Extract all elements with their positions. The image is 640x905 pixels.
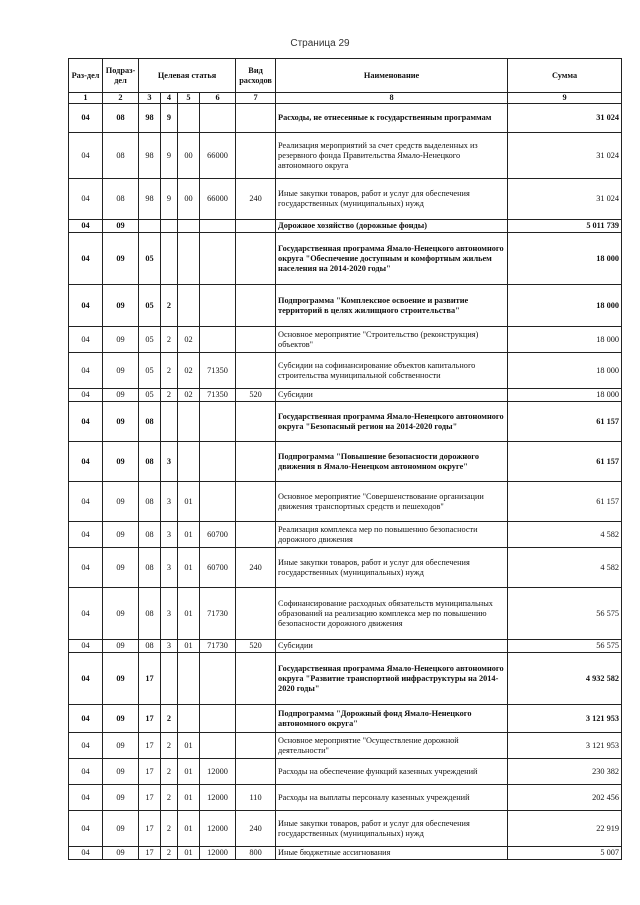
- cell-direction: [200, 733, 236, 759]
- column-number: 6: [200, 93, 236, 104]
- cell-program: 17: [139, 847, 161, 860]
- header-naimenovanie: Наименование: [276, 59, 508, 93]
- cell-direction: 12000: [200, 759, 236, 785]
- cell-event: [178, 705, 200, 733]
- cell-razdel: 04: [69, 179, 103, 220]
- header-vid-rashodov: Вид расходов: [236, 59, 276, 93]
- cell-event: 01: [178, 811, 200, 847]
- cell-naimenovanie: Субсидии: [276, 389, 508, 402]
- cell-razdel: 04: [69, 482, 103, 522]
- table-row: [69, 389, 622, 402]
- cell-razdel: 04: [69, 233, 103, 285]
- table-row: [69, 353, 622, 389]
- cell-event: 01: [178, 733, 200, 759]
- cell-vid-rashodov: 800: [236, 847, 276, 860]
- cell-program: 08: [139, 548, 161, 588]
- table-row: [69, 847, 622, 860]
- column-number: 8: [276, 93, 508, 104]
- cell-razdel: 04: [69, 104, 103, 133]
- cell-naimenovanie: Расходы, не отнесенные к государственным программам: [276, 104, 508, 133]
- cell-naimenovanie: Подпрограмма "Повышение безопасности дорожного движения в Ямало-Ненецком автономном округе": [276, 442, 508, 482]
- cell-razdel: 04: [69, 705, 103, 733]
- cell-vid-rashodov: 110: [236, 785, 276, 811]
- table-row: [69, 705, 622, 733]
- cell-program: 08: [139, 640, 161, 653]
- cell-subprogram: 2: [161, 705, 178, 733]
- cell-vid-rashodov: 520: [236, 640, 276, 653]
- cell-vid-rashodov: 240: [236, 179, 276, 220]
- cell-podrazdel: 09: [103, 327, 139, 353]
- budget-table: [68, 58, 622, 860]
- column-number: 9: [508, 93, 622, 104]
- cell-direction: [200, 104, 236, 133]
- cell-podrazdel: 09: [103, 353, 139, 389]
- cell-razdel: 04: [69, 522, 103, 548]
- cell-subprogram: 9: [161, 133, 178, 179]
- cell-summa: 22 919: [508, 811, 622, 847]
- cell-vid-rashodov: [236, 482, 276, 522]
- cell-razdel: 04: [69, 327, 103, 353]
- cell-direction: 60700: [200, 522, 236, 548]
- cell-naimenovanie: Софинансирование расходных обязательств муниципальных образований на реализацию комплекса мер по повышению безопасности дорожного движения: [276, 588, 508, 640]
- cell-summa: 5 011 739: [508, 220, 622, 233]
- cell-podrazdel: 09: [103, 811, 139, 847]
- cell-event: [178, 285, 200, 327]
- cell-program: 17: [139, 785, 161, 811]
- cell-subprogram: 2: [161, 285, 178, 327]
- cell-vid-rashodov: [236, 327, 276, 353]
- cell-event: 01: [178, 640, 200, 653]
- cell-subprogram: 2: [161, 353, 178, 389]
- cell-direction: [200, 285, 236, 327]
- column-number: 2: [103, 93, 139, 104]
- cell-podrazdel: 09: [103, 588, 139, 640]
- cell-podrazdel: 09: [103, 233, 139, 285]
- cell-program: 08: [139, 522, 161, 548]
- cell-event: [178, 220, 200, 233]
- cell-naimenovanie: Расходы на выплаты персоналу казенных учреждений: [276, 785, 508, 811]
- cell-summa: 4 582: [508, 522, 622, 548]
- table-row: [69, 785, 622, 811]
- cell-program: 05: [139, 233, 161, 285]
- cell-event: 00: [178, 133, 200, 179]
- cell-program: 08: [139, 588, 161, 640]
- cell-vid-rashodov: [236, 653, 276, 705]
- cell-podrazdel: 09: [103, 847, 139, 860]
- cell-program: 05: [139, 389, 161, 402]
- table-row: [69, 402, 622, 442]
- cell-razdel: 04: [69, 733, 103, 759]
- cell-program: 17: [139, 733, 161, 759]
- cell-subprogram: 3: [161, 482, 178, 522]
- cell-podrazdel: 09: [103, 548, 139, 588]
- table-row: [69, 653, 622, 705]
- cell-subprogram: [161, 233, 178, 285]
- cell-summa: 3 121 953: [508, 733, 622, 759]
- cell-naimenovanie: Дорожное хозяйство (дорожные фонды): [276, 220, 508, 233]
- cell-direction: [200, 220, 236, 233]
- cell-direction: 66000: [200, 179, 236, 220]
- cell-razdel: 04: [69, 442, 103, 482]
- cell-subprogram: 2: [161, 785, 178, 811]
- cell-vid-rashodov: [236, 588, 276, 640]
- cell-vid-rashodov: [236, 233, 276, 285]
- column-number-row: [69, 93, 622, 104]
- table-row: [69, 759, 622, 785]
- cell-summa: 31 024: [508, 104, 622, 133]
- cell-razdel: 04: [69, 285, 103, 327]
- cell-podrazdel: 09: [103, 522, 139, 548]
- cell-summa: 18 000: [508, 285, 622, 327]
- cell-program: 08: [139, 402, 161, 442]
- cell-summa: 202 456: [508, 785, 622, 811]
- table-row: [69, 233, 622, 285]
- cell-razdel: 04: [69, 847, 103, 860]
- cell-naimenovanie: Субсидии: [276, 640, 508, 653]
- cell-subprogram: 3: [161, 548, 178, 588]
- cell-vid-rashodov: [236, 522, 276, 548]
- cell-direction: [200, 653, 236, 705]
- cell-subprogram: 2: [161, 811, 178, 847]
- cell-program: 17: [139, 705, 161, 733]
- cell-event: 01: [178, 548, 200, 588]
- cell-podrazdel: 09: [103, 285, 139, 327]
- cell-summa: 61 157: [508, 482, 622, 522]
- cell-direction: [200, 705, 236, 733]
- cell-event: 01: [178, 482, 200, 522]
- cell-podrazdel: 09: [103, 220, 139, 233]
- cell-naimenovanie: Иные закупки товаров, работ и услуг для обеспечения государственных (муниципальных) нужд: [276, 811, 508, 847]
- cell-razdel: 04: [69, 759, 103, 785]
- table-row: [69, 133, 622, 179]
- cell-subprogram: 2: [161, 733, 178, 759]
- cell-direction: 66000: [200, 133, 236, 179]
- cell-event: 01: [178, 785, 200, 811]
- table-row: [69, 588, 622, 640]
- cell-event: [178, 104, 200, 133]
- cell-subprogram: [161, 402, 178, 442]
- cell-naimenovanie: Иные закупки товаров, работ и услуг для обеспечения государственных (муниципальных) нужд: [276, 548, 508, 588]
- cell-subprogram: [161, 653, 178, 705]
- cell-summa: 31 024: [508, 133, 622, 179]
- table-row: [69, 482, 622, 522]
- cell-summa: 18 000: [508, 353, 622, 389]
- cell-podrazdel: 09: [103, 653, 139, 705]
- cell-event: 02: [178, 327, 200, 353]
- cell-naimenovanie: Реализация мероприятий за счет средств выделенных из резервного фонда Правительства Ямало-Ненецкого автономного округа: [276, 133, 508, 179]
- cell-naimenovanie: Основное мероприятие "Совершенствование организации движения транспортных средств и пешеходов": [276, 482, 508, 522]
- cell-direction: 12000: [200, 785, 236, 811]
- cell-podrazdel: 08: [103, 104, 139, 133]
- cell-razdel: 04: [69, 133, 103, 179]
- header-row: [69, 59, 622, 93]
- cell-vid-rashodov: [236, 402, 276, 442]
- cell-summa: 56 575: [508, 640, 622, 653]
- cell-vid-rashodov: [236, 104, 276, 133]
- table-row: [69, 442, 622, 482]
- cell-direction: 60700: [200, 548, 236, 588]
- cell-vid-rashodov: 240: [236, 548, 276, 588]
- cell-event: [178, 402, 200, 442]
- cell-podrazdel: 09: [103, 640, 139, 653]
- cell-event: [178, 233, 200, 285]
- cell-razdel: 04: [69, 389, 103, 402]
- cell-direction: [200, 233, 236, 285]
- cell-vid-rashodov: [236, 705, 276, 733]
- cell-direction: 12000: [200, 847, 236, 860]
- column-number: 3: [139, 93, 161, 104]
- cell-razdel: 04: [69, 220, 103, 233]
- column-number: 1: [69, 93, 103, 104]
- cell-subprogram: [161, 220, 178, 233]
- cell-direction: 71350: [200, 353, 236, 389]
- cell-vid-rashodov: [236, 442, 276, 482]
- cell-direction: 71730: [200, 640, 236, 653]
- cell-summa: 18 000: [508, 389, 622, 402]
- cell-summa: 61 157: [508, 442, 622, 482]
- cell-direction: 71350: [200, 389, 236, 402]
- cell-podrazdel: 09: [103, 733, 139, 759]
- header-podrazdel: Подраз-дел: [103, 59, 139, 93]
- cell-naimenovanie: Субсидии на софинансирование объектов капитального строительства муниципальной собственности: [276, 353, 508, 389]
- cell-podrazdel: 09: [103, 785, 139, 811]
- cell-program: 17: [139, 759, 161, 785]
- table-row: [69, 733, 622, 759]
- cell-naimenovanie: Подпрограмма "Дорожный фонд Ямало-Ненецкого автономного округа": [276, 705, 508, 733]
- cell-podrazdel: 09: [103, 442, 139, 482]
- cell-razdel: 04: [69, 653, 103, 705]
- cell-event: 01: [178, 759, 200, 785]
- cell-summa: 4 932 582: [508, 653, 622, 705]
- cell-event: 02: [178, 389, 200, 402]
- cell-direction: [200, 482, 236, 522]
- cell-program: 98: [139, 179, 161, 220]
- cell-naimenovanie: Основное мероприятие "Осуществление дорожной деятельности": [276, 733, 508, 759]
- cell-program: 08: [139, 442, 161, 482]
- cell-summa: 3 121 953: [508, 705, 622, 733]
- column-number: 7: [236, 93, 276, 104]
- cell-razdel: 04: [69, 785, 103, 811]
- cell-podrazdel: 09: [103, 705, 139, 733]
- cell-subprogram: 2: [161, 847, 178, 860]
- cell-subprogram: 3: [161, 640, 178, 653]
- cell-naimenovanie: Основное мероприятие "Строительство (реконструкция) объектов": [276, 327, 508, 353]
- cell-summa: 4 582: [508, 548, 622, 588]
- cell-subprogram: 2: [161, 389, 178, 402]
- cell-vid-rashodov: 240: [236, 811, 276, 847]
- cell-summa: 230 382: [508, 759, 622, 785]
- cell-event: [178, 442, 200, 482]
- column-number: 5: [178, 93, 200, 104]
- cell-program: 17: [139, 653, 161, 705]
- cell-naimenovanie: Иные бюджетные ассигнования: [276, 847, 508, 860]
- cell-event: 00: [178, 179, 200, 220]
- cell-podrazdel: 08: [103, 179, 139, 220]
- cell-podrazdel: 08: [103, 133, 139, 179]
- cell-summa: 5 007: [508, 847, 622, 860]
- cell-direction: [200, 327, 236, 353]
- table-row: [69, 285, 622, 327]
- table-row: [69, 548, 622, 588]
- cell-event: 01: [178, 588, 200, 640]
- cell-subprogram: 2: [161, 759, 178, 785]
- cell-subprogram: 9: [161, 179, 178, 220]
- cell-razdel: 04: [69, 353, 103, 389]
- cell-naimenovanie: Расходы на обеспечение функций казенных учреждений: [276, 759, 508, 785]
- cell-podrazdel: 09: [103, 759, 139, 785]
- cell-razdel: 04: [69, 811, 103, 847]
- cell-direction: [200, 442, 236, 482]
- cell-vid-rashodov: [236, 285, 276, 327]
- cell-podrazdel: 09: [103, 389, 139, 402]
- cell-subprogram: 3: [161, 522, 178, 548]
- cell-summa: 18 000: [508, 327, 622, 353]
- cell-razdel: 04: [69, 588, 103, 640]
- header-razdel: Раз-дел: [69, 59, 103, 93]
- cell-program: 05: [139, 285, 161, 327]
- cell-summa: 31 024: [508, 179, 622, 220]
- cell-direction: 71730: [200, 588, 236, 640]
- table-row: [69, 220, 622, 233]
- cell-event: 02: [178, 353, 200, 389]
- cell-vid-rashodov: [236, 759, 276, 785]
- cell-subprogram: 3: [161, 588, 178, 640]
- cell-vid-rashodov: [236, 353, 276, 389]
- table-row: [69, 327, 622, 353]
- cell-summa: 56 575: [508, 588, 622, 640]
- header-celevaya-statya: Целевая статья: [139, 59, 236, 93]
- cell-program: 17: [139, 811, 161, 847]
- cell-program: 05: [139, 353, 161, 389]
- table-row: [69, 179, 622, 220]
- cell-vid-rashodov: 520: [236, 389, 276, 402]
- cell-razdel: 04: [69, 640, 103, 653]
- cell-podrazdel: 09: [103, 402, 139, 442]
- cell-program: [139, 220, 161, 233]
- cell-direction: [200, 402, 236, 442]
- cell-event: 01: [178, 522, 200, 548]
- cell-event: 01: [178, 847, 200, 860]
- cell-program: 08: [139, 482, 161, 522]
- cell-program: 98: [139, 104, 161, 133]
- cell-summa: 61 157: [508, 402, 622, 442]
- cell-razdel: 04: [69, 402, 103, 442]
- cell-naimenovanie: Государственная программа Ямало-Ненецкого автономного округа "Обеспечение доступным и комфортным жильем населения на 2014-2020 годы": [276, 233, 508, 285]
- cell-program: 98: [139, 133, 161, 179]
- table-row: [69, 522, 622, 548]
- column-number: 4: [161, 93, 178, 104]
- cell-summa: 18 000: [508, 233, 622, 285]
- table-body: [69, 104, 622, 860]
- cell-podrazdel: 09: [103, 482, 139, 522]
- cell-event: [178, 653, 200, 705]
- cell-naimenovanie: Иные закупки товаров, работ и услуг для обеспечения государственных (муниципальных) нужд: [276, 179, 508, 220]
- cell-vid-rashodov: [236, 133, 276, 179]
- cell-naimenovanie: Подпрограмма "Комплексное освоение и развитие территорий в целях жилищного строительства": [276, 285, 508, 327]
- header-summa: Сумма: [508, 59, 622, 93]
- cell-program: 05: [139, 327, 161, 353]
- cell-vid-rashodov: [236, 733, 276, 759]
- cell-vid-rashodov: [236, 220, 276, 233]
- table-row: [69, 811, 622, 847]
- cell-direction: 12000: [200, 811, 236, 847]
- table-row: [69, 640, 622, 653]
- cell-subprogram: 9: [161, 104, 178, 133]
- cell-naimenovanie: Реализация комплекса мер по повышению безопасности дорожного движения: [276, 522, 508, 548]
- cell-subprogram: 2: [161, 327, 178, 353]
- page-label: Страница 29: [290, 38, 350, 49]
- cell-subprogram: 3: [161, 442, 178, 482]
- cell-razdel: 04: [69, 548, 103, 588]
- cell-naimenovanie: Государственная программа Ямало-Ненецкого автономного округа "Безопасный регион на 2014-2020 годы": [276, 402, 508, 442]
- cell-naimenovanie: Государственная программа Ямало-Ненецкого автономного округа "Развитие транспортной инфраструктуры на 2014-2020 годы": [276, 653, 508, 705]
- table-row: [69, 104, 622, 133]
